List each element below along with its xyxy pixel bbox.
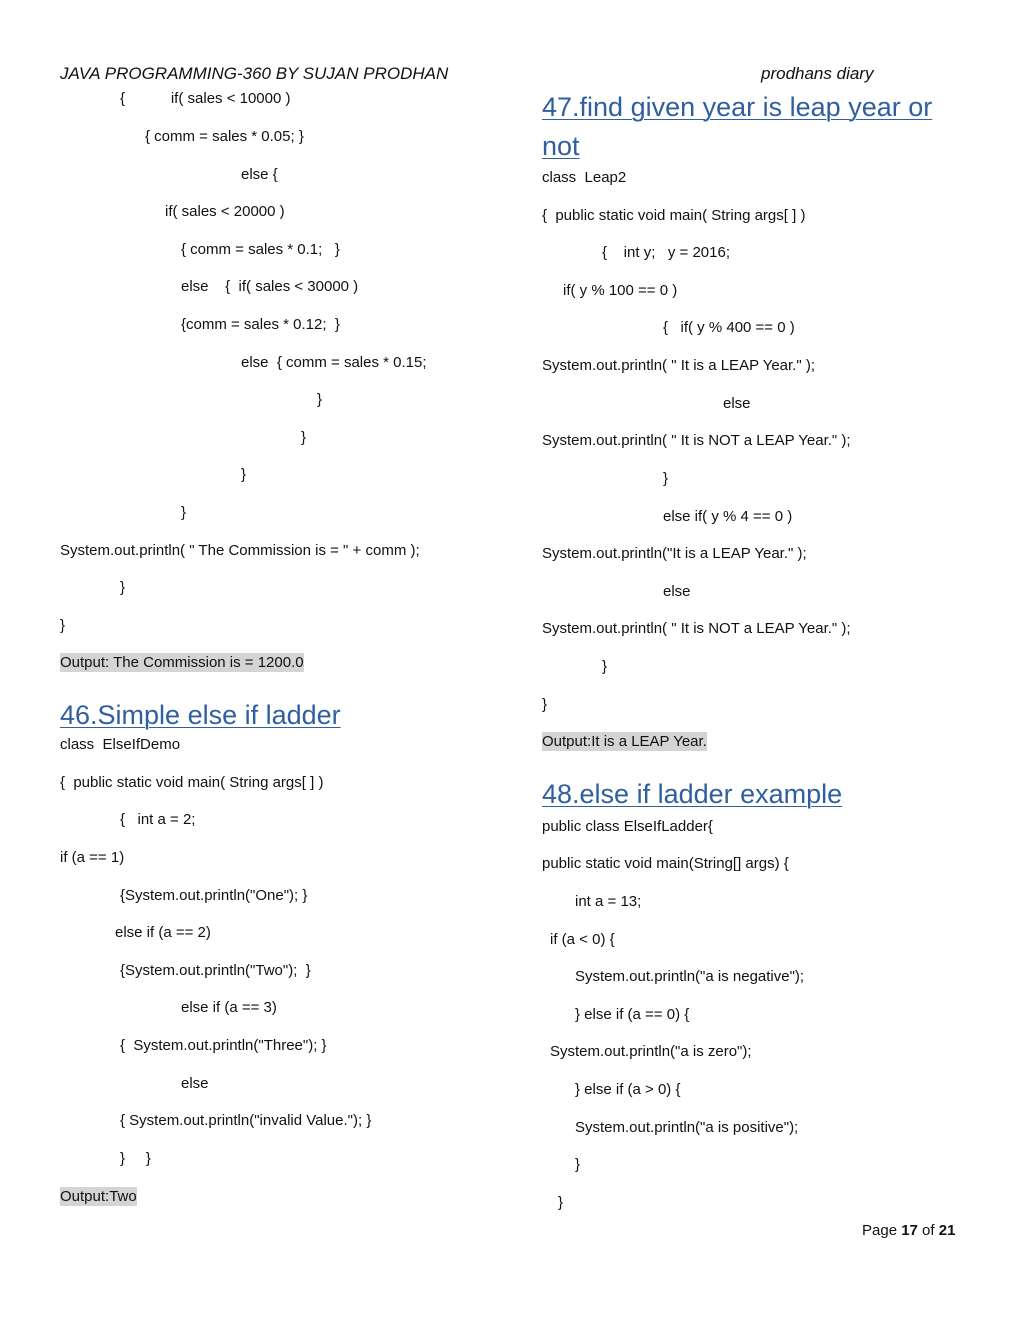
- code-line: }: [575, 1156, 581, 1173]
- code-line: { comm = sales * 0.05; }: [145, 128, 304, 145]
- of-word: of: [917, 1222, 939, 1239]
- code-line: } }: [120, 1150, 151, 1167]
- code-line: }: [558, 1194, 564, 1211]
- code-line: int a = 13;: [575, 893, 642, 910]
- code-line: { comm = sales * 0.1; }: [181, 241, 340, 258]
- code-line: {System.out.println("Two"); }: [120, 962, 311, 979]
- header-title: JAVA PROGRAMMING-360 BY SUJAN PRODHAN: [60, 64, 449, 83]
- code-line: }: [120, 579, 126, 596]
- page-total: 21: [938, 1222, 956, 1239]
- code-line: else: [181, 1075, 209, 1092]
- output-highlight: Output:It is a LEAP Year.: [542, 733, 707, 750]
- code-line: public static void main(String[] args) {: [542, 855, 789, 872]
- output-highlight: Output: The Commission is = 1200.0: [60, 654, 304, 671]
- output-highlight: Output:Two: [60, 1188, 137, 1205]
- code-line: { System.out.println("Three"); }: [120, 1037, 327, 1054]
- code-line: }: [602, 658, 608, 675]
- code-line: if( sales < 20000 ): [165, 203, 285, 220]
- code-line: System.out.println( " The Commission is = " + comm );: [60, 542, 420, 559]
- code-line: }: [317, 391, 323, 408]
- code-line: { public static void main( String args[ ] ): [542, 207, 806, 224]
- section-47-heading: 47.find given year is leap year or: [542, 92, 933, 122]
- code-line: else if (a == 3): [181, 999, 277, 1016]
- code-line: else: [723, 395, 751, 412]
- code-line: else { comm = sales * 0.15;: [241, 354, 427, 371]
- code-line: System.out.println( " It is NOT a LEAP Year." );: [542, 620, 851, 637]
- section-46-heading: 46.Simple else if ladder: [60, 700, 341, 730]
- header-right: prodhans diary: [761, 64, 874, 83]
- code-line: if (a == 1): [60, 849, 125, 866]
- code-line: }: [301, 429, 307, 446]
- code-line: }: [181, 504, 187, 521]
- page-current: 17: [901, 1222, 918, 1239]
- code-line: }: [241, 466, 247, 483]
- code-line: System.out.println("a is negative");: [575, 968, 805, 985]
- code-line: else { if( sales < 30000 ): [181, 278, 359, 295]
- code-line: public class ElseIfLadder{: [542, 818, 713, 835]
- section-47-heading-cont: not: [542, 131, 580, 161]
- code-line: } else if (a > 0) {: [575, 1081, 681, 1098]
- code-line: else if( y % 4 == 0 ): [663, 508, 793, 525]
- page-word: Page: [862, 1222, 902, 1239]
- code-line: } else if (a == 0) {: [575, 1006, 690, 1023]
- code-line: { int a = 2;: [120, 811, 196, 828]
- code-line: if( y % 100 == 0 ): [563, 282, 678, 299]
- code-line: System.out.println("a is zero");: [550, 1043, 752, 1060]
- code-line: }: [542, 696, 548, 713]
- code-line: class Leap2: [542, 169, 627, 186]
- code-line: }: [663, 470, 669, 487]
- code-line: {comm = sales * 0.12; }: [181, 316, 340, 333]
- code-line: System.out.println("a is positive");: [575, 1119, 799, 1136]
- code-line: if (a < 0) {: [550, 931, 615, 948]
- page-number: [862, 1222, 955, 1239]
- code-line: System.out.println( " It is a LEAP Year." );: [542, 357, 816, 374]
- code-line: { System.out.println("invalid Value."); }: [120, 1112, 372, 1129]
- code-line: System.out.println("It is a LEAP Year." );: [542, 545, 807, 562]
- code-line: else: [663, 583, 691, 600]
- code-line: { if( y % 400 == 0 ): [663, 319, 795, 336]
- code-line: { int y; y = 2016;: [602, 244, 730, 261]
- code-line: System.out.println( " It is NOT a LEAP Year." );: [542, 432, 851, 449]
- code-line: else if (a == 2): [115, 924, 211, 941]
- code-line: else {: [241, 166, 278, 183]
- code-line: }: [60, 617, 66, 634]
- code-line: {System.out.println("One"); }: [120, 887, 308, 904]
- code-line: class ElseIfDemo: [60, 736, 181, 753]
- code-line: { public static void main( String args[ ] ): [60, 774, 324, 791]
- section-48-heading: 48.else if ladder example: [542, 779, 843, 809]
- code-line: { if( sales < 10000 ): [120, 90, 291, 107]
